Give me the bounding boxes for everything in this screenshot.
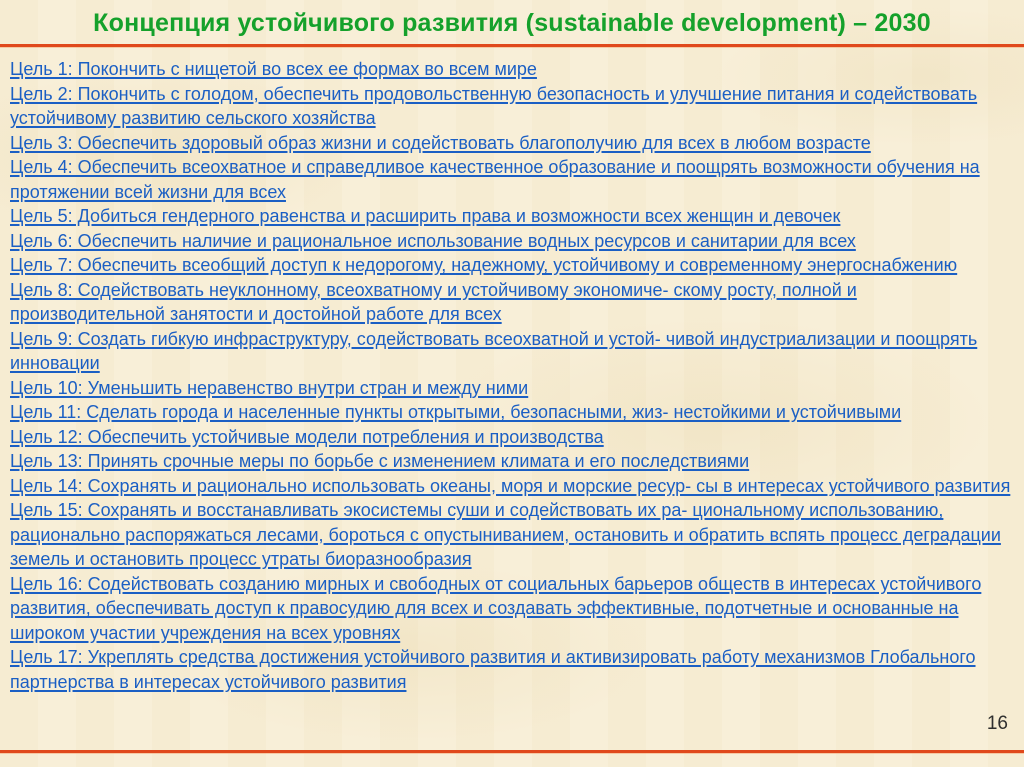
goal-item-10[interactable]: Цель 10: Уменьшить неравенство внутри стран и между ними xyxy=(10,377,529,398)
goal-item-11[interactable]: Цель 11: Сделать города и населенные пункты открытыми, безопасными, жиз- нестойкими и устойчивыми xyxy=(10,402,902,422)
goal-item-17[interactable]: Цель 17: Укреплять средства достижения устойчивого развития и активизировать работу механизмов Глобального партнерства в интересах устойчивого развития xyxy=(10,647,976,692)
goal-item-7[interactable]: Цель 7: Обеспечить всеобщий доступ к недорогому, надежному, устойчивому и современному энергоснабжению xyxy=(10,255,958,275)
goal-item-1[interactable]: Цель 1: Покончить с нищетой во всех ее формах во всем мире xyxy=(10,59,537,79)
goal-item-4[interactable]: Цель 4: Обеспечить всеохватное и справедливое качественное образование и поощрять возможности обучения на протяжении всей жизни для всех xyxy=(10,157,980,202)
goal-item-15[interactable]: Цель 15: Сохранять и восстанавливать экосистемы суши и содействовать их ра- циональному использованию, рационально распоряжаться лесами, бороться с опустыниванием, остановить и обратить вспять процесс деградации земель и остановить процесс утраты биоразнообразия xyxy=(10,500,1001,569)
goal-item-12[interactable]: Цель 12: Обеспечить устойчивые модели потребления и производства xyxy=(10,426,604,447)
title-divider-rule xyxy=(0,44,1024,47)
goal-item-3[interactable]: Цель 3: Обеспечить здоровый образ жизни и содействовать благополучию для всех в любом возрасте xyxy=(10,132,871,153)
goal-item-2[interactable]: Цель 2: Покончить с голодом, обеспечить продовольственную безопасность и улучшение питания и содействовать устойчивому развитию сельского хозяйства xyxy=(10,83,978,128)
page-title: Концепция устойчивого развития (sustainable development) – 2030 xyxy=(93,9,931,37)
page-number: 16 xyxy=(986,713,1008,734)
bottom-divider-rule xyxy=(0,750,1024,753)
goal-item-6[interactable]: Цель 6: Обеспечить наличие и рациональное использование водных ресурсов и санитарии для всех xyxy=(10,230,856,251)
goal-item-9[interactable]: Цель 9: Создать гибкую инфраструктуру, содействовать всеохватной и устой- чивой индустриализации и поощрять инновации xyxy=(10,328,978,373)
goal-item-5[interactable]: Цель 5: Добиться гендерного равенства и расширить права и возможности всех женщин и девочек xyxy=(10,206,841,226)
goal-item-8[interactable]: Цель 8: Содействовать неуклонному, всеохватному и устойчивому экономиче- скому росту, полной и производительной занятости и достойной работе для всех xyxy=(10,279,857,324)
goal-item-14[interactable]: Цель 14: Сохранять и рационально использовать океаны, моря и морские ресур- сы в интересах устойчивого развития xyxy=(10,475,1011,496)
goal-item-13[interactable]: Цель 13: Принять срочные меры по борьбе с изменением климата и его последствиями xyxy=(10,451,750,471)
goals-list xyxy=(10,57,1012,694)
goal-item-16[interactable]: Цель 16: Содействовать созданию мирных и свободных от социальных барьеров обществ в интересах устойчивого развития, обеспечивать доступ к правосудию для всех и создавать эффективные, подотчетные и основанные на широком участии учреждения на всех уровнях xyxy=(10,573,982,643)
